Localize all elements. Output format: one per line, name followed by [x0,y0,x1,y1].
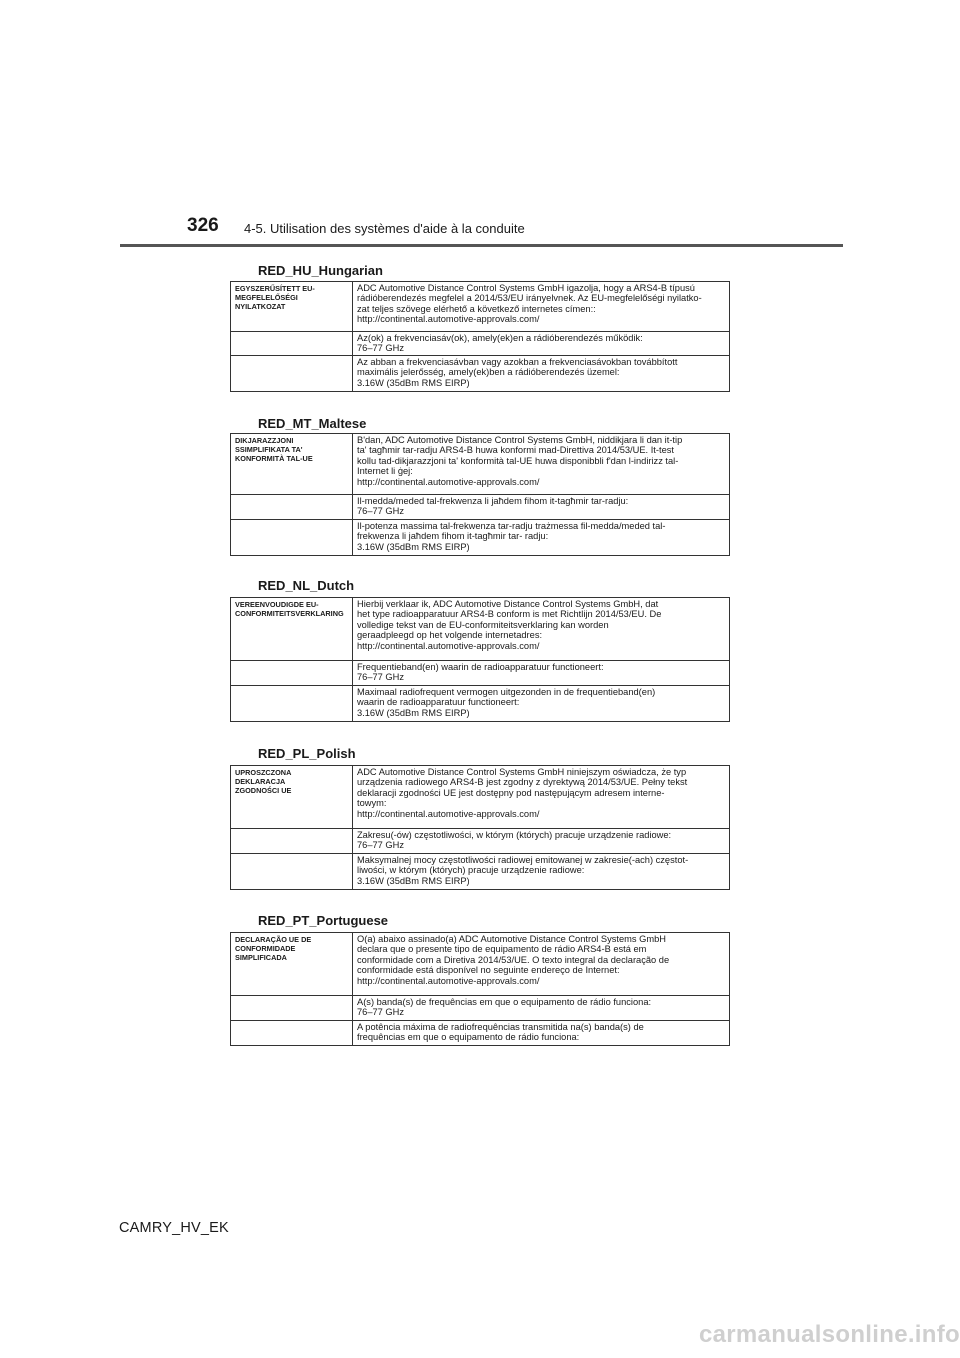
table-row [231,686,730,722]
footer-model-code: CAMRY_HV_EK [119,1220,229,1236]
table-row [231,598,730,661]
table-row [231,332,730,356]
table-row [231,356,730,392]
empty-cell [231,356,353,392]
table-row [231,282,730,332]
header-rule [120,244,843,247]
page-number: 326 [187,215,219,236]
empty-cell [231,829,353,854]
empty-cell [231,996,353,1021]
declaration-label: UPROSZCZONA DEKLARACJA ZGODNOŚCI UE [231,766,353,829]
table-row [231,933,730,996]
frequency-band-text: Az(ok) a frekvenciasáv(ok), amely(ek)en a rádióberendezés működik: 76–77 GHz [353,332,730,356]
declaration-text: O(a) abaixo assinado(a) ADC Automotive Distance Control Systems GmbH declara que o presente tipo de equipamento de rádio ARS4-B está em conformidade com a Diretiva 2014/53/UE. O texto integral da declaração de conformidade está disponível no seguinte endereço de Internet: http://continental.automotive-approvals.com/ [353,933,730,996]
frequency-band-text: Zakresu(-ów) częstotliwości, w którym (których) pracuje urządzenie radiowe: 76–77 GHz [353,829,730,854]
declaration-table-dutch [230,597,730,722]
section-title-polish: RED_PL_Polish [258,746,356,761]
max-power-text: Maksymalnej mocy częstotliwości radiowej emitowanej w zakresie(-ach) częstot- liwości, w którym (których) pracuje urządzenie radiowe: 3.16W (35dBm RMS EIRP) [353,854,730,890]
watermark: carmanualsonline.info [698,1321,960,1348]
declaration-text: Hierbij verklaar ik, ADC Automotive Distance Control Systems GmbH, dat het type radioapparatuur ARS4-B conform is met Richtlijn 2014/53/EU. De volledige tekst van de EU-conformiteitsverklaring kan worden geraadpleegd op het volgende internetadres: http://continental.automotive-approvals.com/ [353,598,730,661]
table-row [231,854,730,890]
empty-cell [231,1021,353,1046]
section-title-portuguese: RED_PT_Portuguese [258,913,389,928]
max-power-text: Il-potenza massima tal-frekwenza tar-radju trażmessa fil-medda/meded tal- frekwenza li jaħdem fihom it-tagħmir tar- radju: 3.16W (35dBm RMS EIRP) [353,520,730,556]
section-title-hungarian: RED_HU_Hungarian [258,263,383,278]
table-row [231,661,730,686]
frequency-band-text: Frequentieband(en) waarin de radioapparatuur functioneert: 76–77 GHz [353,661,730,686]
declaration-label: DIKJARAZZJONI SSIMPLIFIKATA TA' KONFORMITÀ TAL-UE [231,434,353,495]
empty-cell [231,520,353,556]
declaration-label: DECLARAÇÃO UE DE CONFORMIDADE SIMPLIFICADA [231,933,353,996]
declaration-table-polish [230,765,730,890]
section-title-maltese: RED_MT_Maltese [258,416,367,431]
max-power-text: A potência máxima de radiofrequências transmitida na(s) banda(s) de frequências em que o equipamento de rádio funciona: [353,1021,730,1046]
table-row [231,1021,730,1046]
empty-cell [231,661,353,686]
declaration-text: ADC Automotive Distance Control Systems GmbH igazolja, hogy a ARS4-B típusú rádióberendezés megfelel a 2014/53/EU irányelvnek. Az EU-megfelelőségi nyilatko- zat teljes szövege elérhető a következő internetes címen:: http://continental.automotive-approvals.com/ [353,282,730,332]
table-row [231,495,730,520]
declaration-table-maltese [230,433,730,556]
section-title-dutch: RED_NL_Dutch [258,578,355,593]
declaration-label: EGYSZERŰSÍTETT EU- MEGFELELŐSÉGI NYILATKOZAT [231,282,353,332]
empty-cell [231,332,353,356]
frequency-band-text: A(s) banda(s) de frequências em que o equipamento de rádio funciona: 76–77 GHz [353,996,730,1021]
table-row [231,520,730,556]
empty-cell [231,854,353,890]
declaration-table-hungarian [230,281,730,392]
max-power-text: Maximaal radiofrequent vermogen uitgezonden in de frequentieband(en) waarin de radioapparatuur functioneert: 3.16W (35dBm RMS EIRP) [353,686,730,722]
max-power-text: Az abban a frekvenciasávban vagy azokban a frekvenciasávokban továbbított maximális jelerősség, amely(ek)ben a rádióberendezés üzemel: 3.16W (35dBm RMS EIRP) [353,356,730,392]
frequency-band-text: Il-medda/meded tal-frekwenza li jaħdem fihom it-tagħmir tar-radju: 76–77 GHz [353,495,730,520]
table-row [231,996,730,1021]
declaration-table-portuguese [230,932,730,1046]
chapter-title: 4-5. Utilisation des systèmes d'aide à la conduite [244,221,525,236]
declaration-text: B'dan, ADC Automotive Distance Control Systems GmbH, niddikjara li dan it-tip ta' tagħmir tar-radju ARS4-B huwa konformi mad-Direttiva 2014/53/UE. It-test kollu tad-dikjarazzjoni ta' konformità tal-UE huwa disponibbli f'dan l-indirizz tal- Internet li ġej: http://continental.automotive-approvals.com/ [353,434,730,495]
empty-cell [231,686,353,722]
table-row [231,829,730,854]
table-row [231,434,730,495]
empty-cell [231,495,353,520]
table-row [231,766,730,829]
declaration-text: ADC Automotive Distance Control Systems GmbH niniejszym oświadcza, że typ urządzenia radiowego ARS4-B jest zgodny z dyrektywą 2014/53/UE. Pełny tekst deklaracji zgodności UE jest dostępny pod następującym adresem interne- towym: http://continental.automotive-approvals.com/ [353,766,730,829]
declaration-label: VEREENVOUDIGDE EU- CONFORMITEITSVERKLARING [231,598,353,661]
